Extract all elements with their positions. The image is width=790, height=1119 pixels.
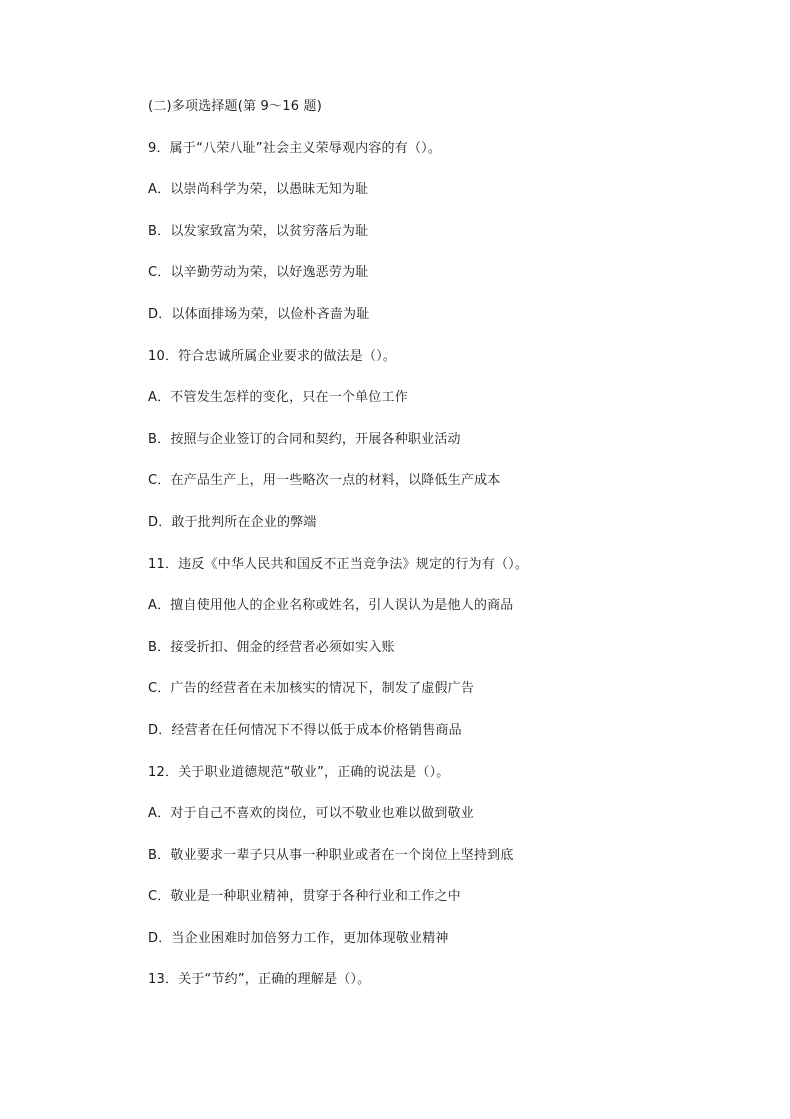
question-9-option-d: D．以体面排场为荣，以俭朴吝啬为耻 <box>148 306 370 322</box>
question-10-option-a: A．不管发生怎样的变化，只在一个单位工作 <box>148 390 408 406</box>
question-11-option-a: A．擅自使用他人的企业名称或姓名，引人误认为是他人的商品 <box>148 598 514 614</box>
question-10-option-d: D．敢于批判所在企业的弊端 <box>148 514 317 530</box>
question-12-option-c: C．敬业是一种职业精神，贯穿于各种行业和工作之中 <box>148 889 461 905</box>
question-13-stem: 13．关于“节约”，正确的理解是（）。 <box>148 972 371 988</box>
question-9-stem: 9．属于“八荣八耻”社会主义荣辱观内容的有（）。 <box>148 140 442 156</box>
question-11-stem: 11．违反《中华人民共和国反不正当竞争法》规定的行为有（）。 <box>148 556 529 572</box>
section-heading: (二)多项选择题(第 9～16 题) <box>148 99 322 114</box>
question-12-stem: 12．关于职业道德规范“敬业”，正确的说法是（）。 <box>148 764 450 780</box>
question-9-option-b: B．以发家致富为荣，以贫穷落后为耻 <box>148 223 369 239</box>
question-12-option-b: B．敬业要求一辈子只从事一种职业或者在一个岗位上坚持到底 <box>148 847 514 863</box>
question-10-option-c: C．在产品生产上，用一些略次一点的材料，以降低生产成本 <box>148 473 501 489</box>
question-11-option-c: C．广告的经营者在未加核实的情况下，制发了虚假广告 <box>148 681 475 697</box>
question-10-stem: 10．符合忠诚所属企业要求的做法是（）。 <box>148 348 397 364</box>
document-body <box>148 96 748 1011</box>
question-9-option-c: C．以辛勤劳动为荣，以好逸恶劳为耻 <box>148 265 369 281</box>
question-9-option-a: A．以崇尚科学为荣，以愚昧无知为耻 <box>148 182 369 198</box>
question-11-option-b: B．接受折扣、佣金的经营者必须如实入账 <box>148 639 395 655</box>
question-12-option-a: A．对于自己不喜欢的岗位，可以不敬业也难以做到敬业 <box>148 806 474 822</box>
question-11-option-d: D．经营者在任何情况下不得以低于成本价格销售商品 <box>148 722 462 738</box>
question-10-option-b: B．按照与企业签订的合同和契约，开展各种职业活动 <box>148 431 461 447</box>
question-12-option-d: D．当企业困难时加倍努力工作，更加体现敬业精神 <box>148 930 449 946</box>
